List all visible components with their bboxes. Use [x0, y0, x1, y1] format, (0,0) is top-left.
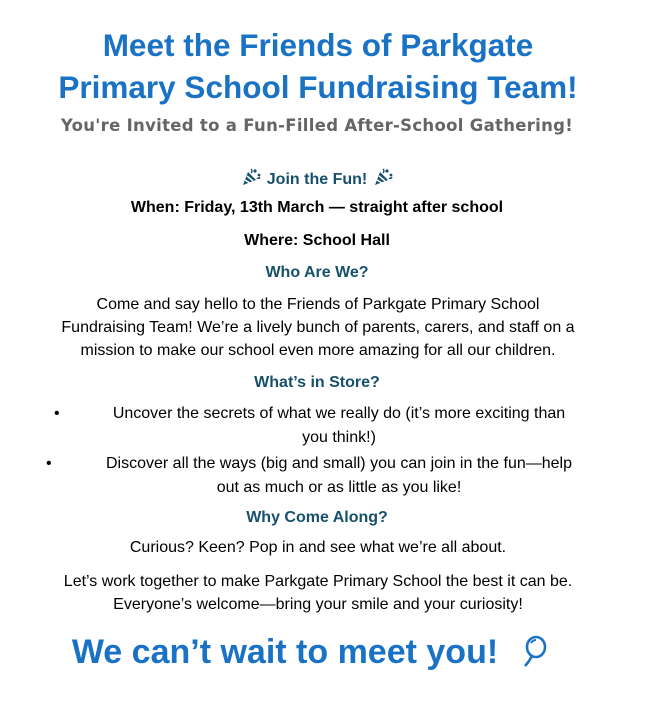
event-when: When: Friday, 13th March — straight after school: [130, 199, 504, 216]
join-heading-label: Join the Fun!: [266, 171, 368, 188]
bullet-icon: •: [46, 455, 52, 472]
balloon-icon: [520, 635, 548, 680]
together-line-1: Let’s work together to make Parkgate Primary School the best it can be.: [63, 573, 573, 590]
who-heading: Who Are We?: [265, 264, 369, 281]
party-popper-icon: [373, 167, 393, 193]
bullet-icon: •: [54, 405, 60, 422]
event-where: Where: School Hall: [244, 232, 390, 249]
title-line-2: Primary School Fundraising Team!: [58, 69, 578, 105]
together-paragraph: [8, 570, 628, 616]
page-title: [0, 24, 636, 108]
why-heading: Why Come Along?: [246, 509, 388, 526]
together-line-2: Everyone’s welcome—bring your smile and your curiosity!: [113, 596, 523, 613]
why-text: Curious? Keen? Pop in and see what we’re all about.: [129, 539, 507, 556]
closing-message: [0, 630, 620, 680]
join-heading: [0, 167, 634, 193]
list-item: • Uncover the secrets of what we really do (it’s more exciting than you think!): [0, 402, 648, 450]
title-line-1: Meet the Friends of Parkgate: [102, 27, 534, 63]
store-heading: What’s in Store?: [254, 374, 380, 391]
list-item: • Discover all the ways (big and small) you can join in the fun—help out as much or as little as you like!: [0, 452, 648, 500]
subtitle: You're Invited to a Fun-Filled After-School Gathering!: [60, 116, 574, 135]
who-line-3: mission to make our school even more amazing for all our children.: [80, 342, 556, 359]
party-popper-icon: [241, 167, 261, 193]
who-line-2: Fundraising Team! We’re a lively bunch of parents, carers, and staff on a: [61, 319, 575, 336]
closing-text: We can’t wait to meet you!: [71, 633, 499, 671]
who-line-1: Come and say hello to the Friends of Parkgate Primary School: [96, 296, 540, 313]
who-paragraph: [8, 293, 628, 362]
store-list: [0, 402, 648, 502]
